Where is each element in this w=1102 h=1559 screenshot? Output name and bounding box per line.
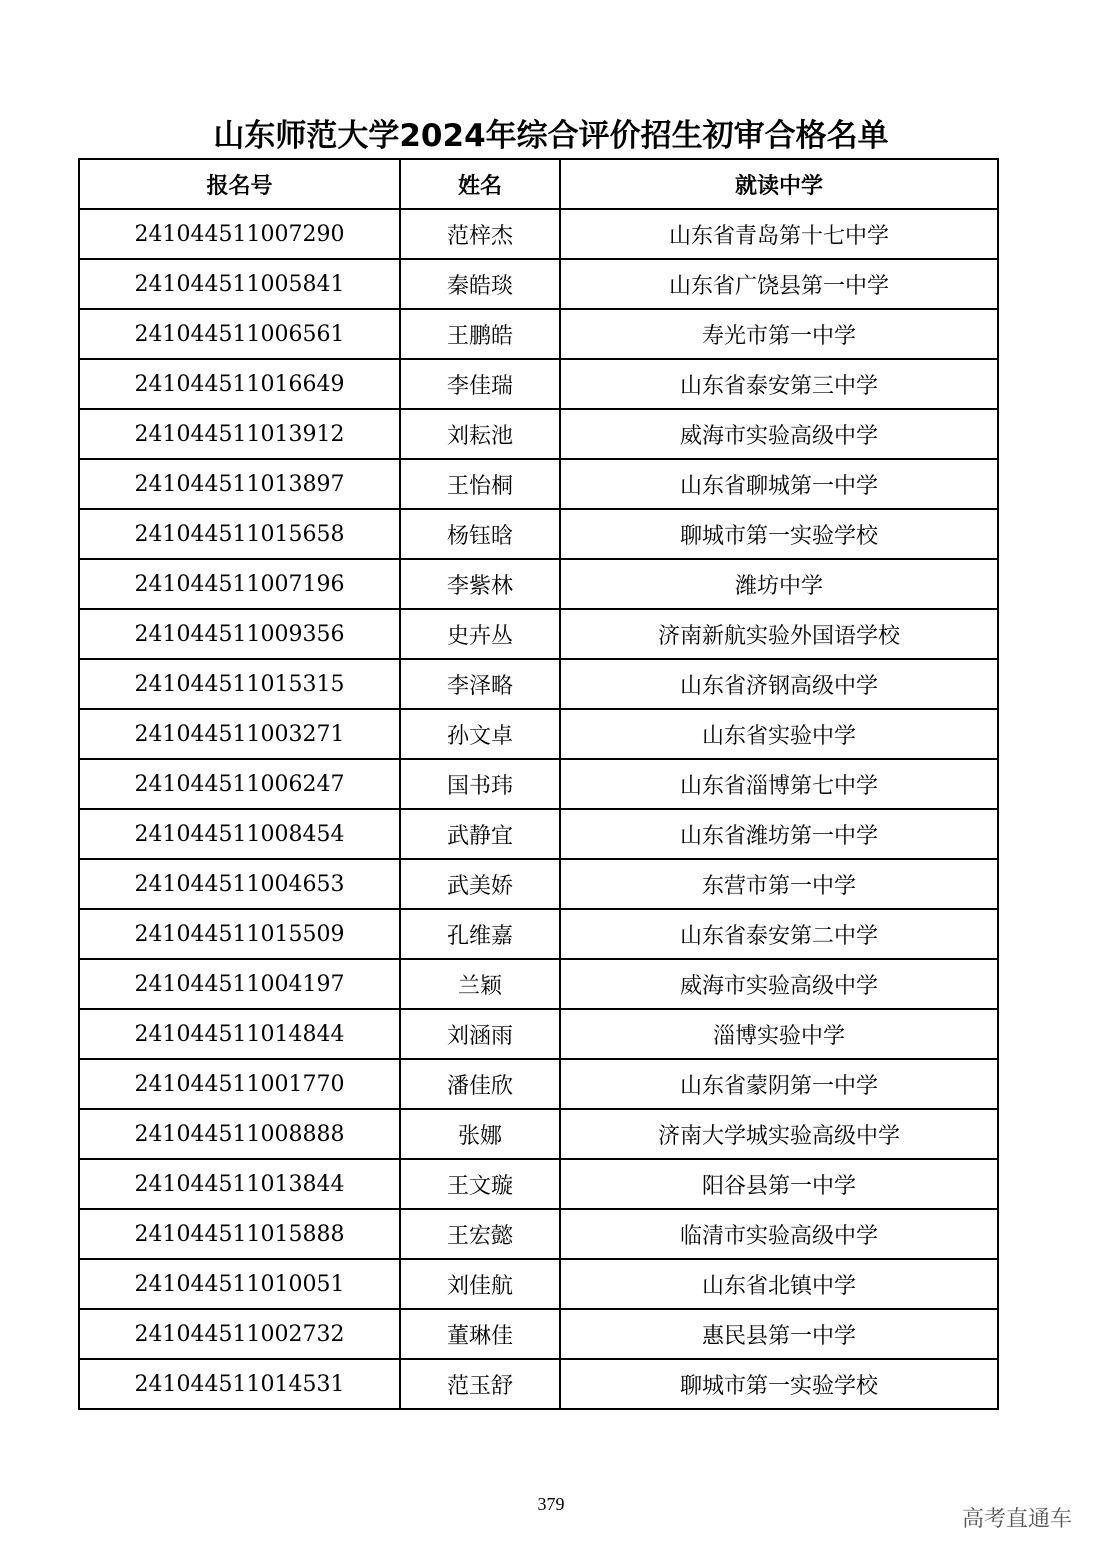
table-row [79,259,998,309]
cell-school: 威海市实验高级中学 [560,959,998,1009]
table-row [79,309,998,359]
column-header-school: 就读中学 [560,159,998,209]
cell-registration-number: 241044511009356 [79,609,400,659]
table-row [79,1359,998,1409]
cell-school: 阳谷县第一中学 [560,1159,998,1209]
table-row [79,909,998,959]
cell-name: 张娜 [400,1109,560,1159]
table-row [79,709,998,759]
cell-name: 王文璇 [400,1159,560,1209]
cell-school: 东营市第一中学 [560,859,998,909]
cell-school: 山东省实验中学 [560,709,998,759]
cell-school: 聊城市第一实验学校 [560,1359,998,1409]
table-row [79,1209,998,1259]
cell-name: 李佳瑞 [400,359,560,409]
cell-name: 孙文卓 [400,709,560,759]
cell-name: 武静宜 [400,809,560,859]
cell-name: 刘涵雨 [400,1009,560,1059]
cell-school: 山东省北镇中学 [560,1259,998,1309]
table-row [79,759,998,809]
cell-registration-number: 241044511015888 [79,1209,400,1259]
cell-name: 李泽略 [400,659,560,709]
cell-school: 山东省聊城第一中学 [560,459,998,509]
table-row [79,1059,998,1109]
watermark: 高考直通车 [961,1507,1072,1532]
table-row [79,209,998,259]
cell-name: 兰颖 [400,959,560,1009]
cell-registration-number: 241044511015658 [79,509,400,559]
cell-registration-number: 241044511015315 [79,659,400,709]
cell-registration-number: 241044511007196 [79,559,400,609]
table-row [79,959,998,1009]
cell-registration-number: 241044511004653 [79,859,400,909]
cell-registration-number: 241044511006561 [79,309,400,359]
cell-school: 山东省潍坊第一中学 [560,809,998,859]
cell-school: 山东省淄博第七中学 [560,759,998,809]
table-header [79,159,998,209]
cell-registration-number: 241044511001770 [79,1059,400,1109]
cell-school: 聊城市第一实验学校 [560,509,998,559]
cell-name: 秦皓琰 [400,259,560,309]
cell-registration-number: 241044511014844 [79,1009,400,1059]
cell-name: 刘耘池 [400,409,560,459]
cell-registration-number: 241044511005841 [79,259,400,309]
cell-name: 王宏懿 [400,1209,560,1259]
table-row [79,859,998,909]
cell-registration-number: 241044511007290 [79,209,400,259]
cell-name: 范梓杰 [400,209,560,259]
cell-name: 孔维嘉 [400,909,560,959]
table-row [79,509,998,559]
cell-school: 山东省青岛第十七中学 [560,209,998,259]
cell-name: 董琳佳 [400,1309,560,1359]
cell-school: 威海市实验高级中学 [560,409,998,459]
cell-school: 淄博实验中学 [560,1009,998,1059]
table-row [79,459,998,509]
cell-school: 惠民县第一中学 [560,1309,998,1359]
cell-registration-number: 241044511008888 [79,1109,400,1159]
cell-name: 王鹏皓 [400,309,560,359]
cell-name: 范玉舒 [400,1359,560,1409]
cell-registration-number: 241044511013912 [79,409,400,459]
cell-school: 临清市实验高级中学 [560,1209,998,1259]
table-row [79,809,998,859]
table-row [79,1109,998,1159]
cell-registration-number: 241044511015509 [79,909,400,959]
cell-registration-number: 241044511002732 [79,1309,400,1359]
cell-registration-number: 241044511014531 [79,1359,400,1409]
cell-registration-number: 241044511013844 [79,1159,400,1209]
cell-school: 寿光市第一中学 [560,309,998,359]
cell-name: 潘佳欣 [400,1059,560,1109]
table-row [79,1159,998,1209]
table-row [79,359,998,409]
cell-registration-number: 241044511004197 [79,959,400,1009]
cell-name: 王怡桐 [400,459,560,509]
cell-school: 山东省济钢高级中学 [560,659,998,709]
table-row [79,1259,998,1309]
cell-name: 史卉丛 [400,609,560,659]
cell-name: 刘佳航 [400,1259,560,1309]
cell-name: 李紫林 [400,559,560,609]
table-row [79,659,998,709]
page-number: 379 [537,1494,565,1514]
cell-school: 济南新航实验外国语学校 [560,609,998,659]
cell-registration-number: 241044511010051 [79,1259,400,1309]
cell-registration-number: 241044511003271 [79,709,400,759]
admission-list-table [78,158,999,1410]
table-row [79,559,998,609]
cell-school: 山东省蒙阴第一中学 [560,1059,998,1109]
table-row [79,609,998,659]
cell-name: 杨钰晗 [400,509,560,559]
document-title: 山东师范大学2024年综合评价招生初审合格名单 [213,118,889,154]
column-header-name: 姓名 [400,159,560,209]
table-body [79,209,998,1409]
table-row [79,1309,998,1359]
table-row [79,1009,998,1059]
cell-school: 山东省广饶县第一中学 [560,259,998,309]
cell-school: 山东省泰安第三中学 [560,359,998,409]
cell-registration-number: 241044511016649 [79,359,400,409]
cell-registration-number: 241044511006247 [79,759,400,809]
cell-registration-number: 241044511008454 [79,809,400,859]
column-header-registration-number: 报名号 [79,159,400,209]
cell-name: 国书玮 [400,759,560,809]
cell-school: 潍坊中学 [560,559,998,609]
cell-school: 山东省泰安第二中学 [560,909,998,959]
cell-school: 济南大学城实验高级中学 [560,1109,998,1159]
cell-name: 武美娇 [400,859,560,909]
header-row [79,159,998,209]
table-row [79,409,998,459]
cell-registration-number: 241044511013897 [79,459,400,509]
